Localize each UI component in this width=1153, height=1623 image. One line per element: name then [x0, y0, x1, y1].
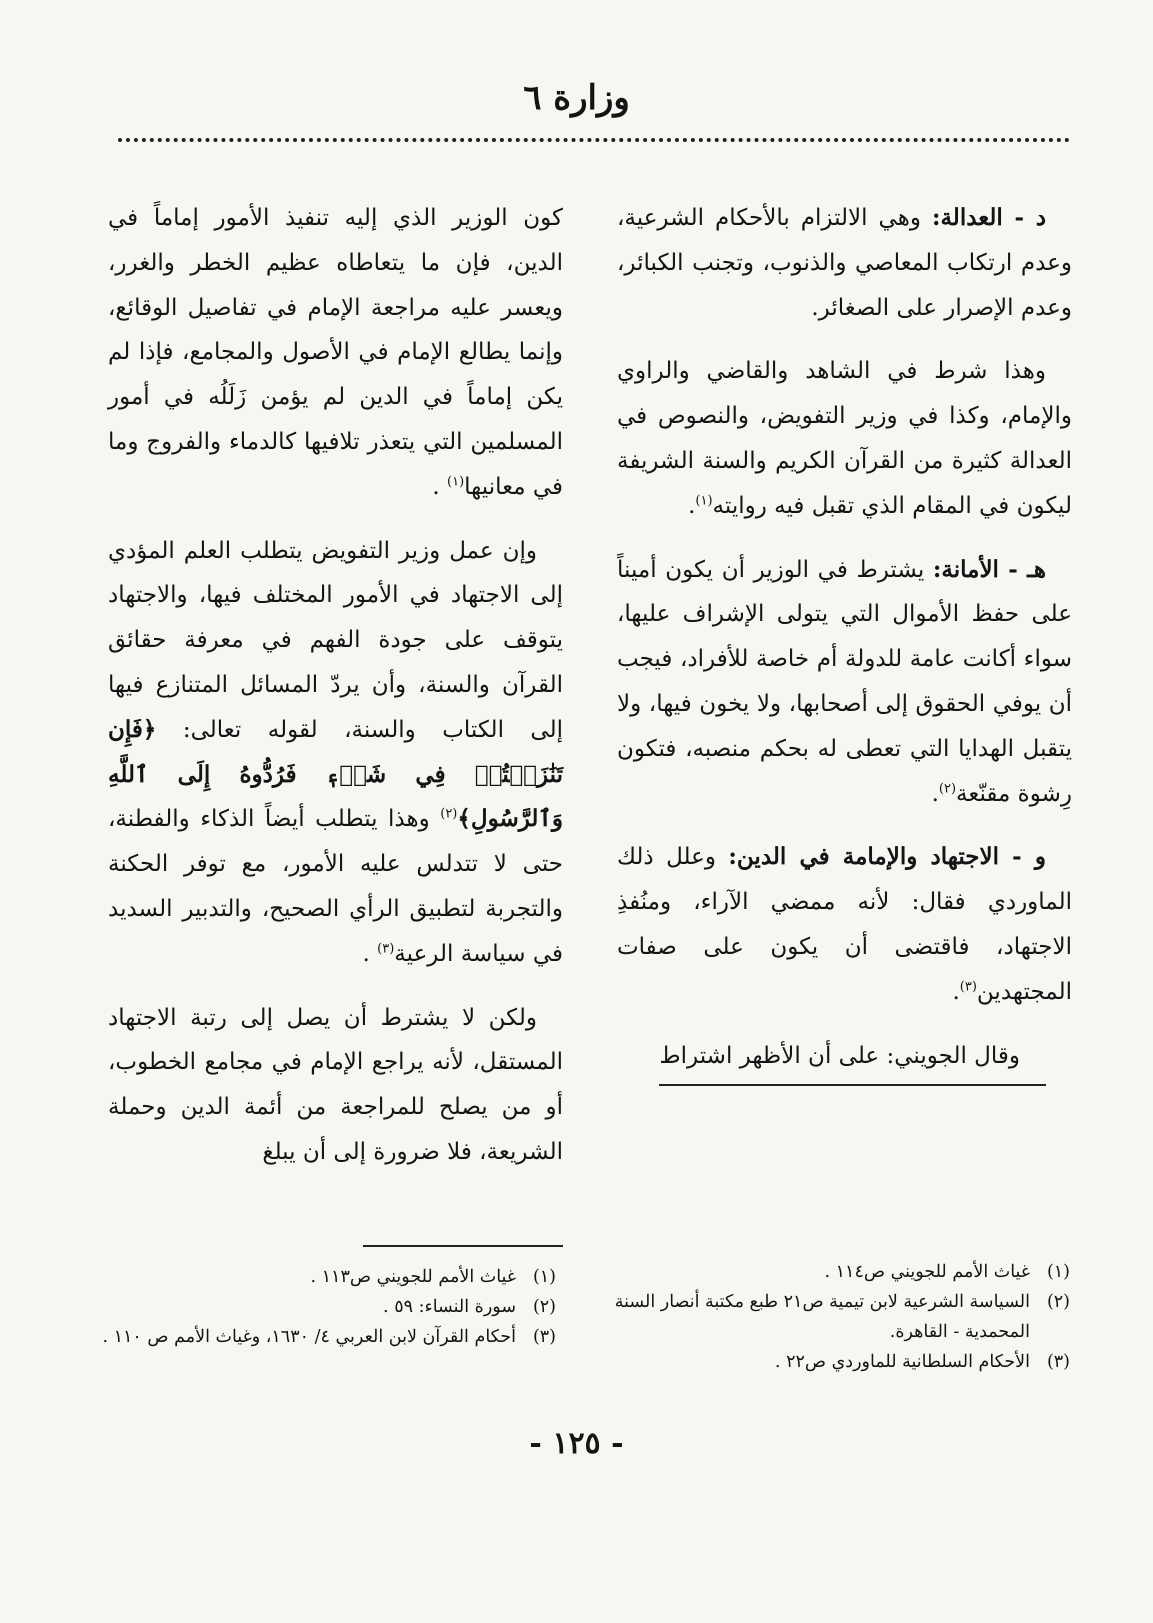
footnotes-right [610, 1257, 1070, 1377]
footnote-number: (٢) [532, 1297, 556, 1317]
paragraph-text: يشترط في الوزير أن يكون أميناً على حفظ الأموال التي يتولى الإشراف عليها، سواء أكانت عامة للدولة أم خاصة للأفراد، فيجب أن يوفي الحقوق إلى أصحابها، ولا يخون فيها، ولا يتقبل الهدايا التي تعطى له بحكم منصبه، فتكون رِشوة مقنّعة [617, 556, 1072, 807]
quran-verse: ﴿فَإِن تَنَٰزَعۡتُمۡ فِي شَيۡءٖ فَرُدُّوهُ إِلَى ٱللَّهِ وَٱلرَّسُولِ﴾ [108, 715, 563, 833]
paragraph-end: . [362, 940, 378, 967]
paragraph-continuation [108, 196, 563, 510]
footnote-item [96, 1292, 556, 1322]
paragraph-text: وإن عمل وزير التفويض يتطلب العلم المؤدي إلى الاجتهاد في الأمور المختلف فيها، والاجتهاد يتوقف على جودة الفهم في معرفة حقائق القرآن والسنة، وأن يردّ المسائل المتنازع فيها إلى الكتاب والسنة، لقوله تعالى: [108, 537, 563, 743]
paragraph-text: وهذا يتطلب أيضاً الذكاء والفطنة، حتى لا تتدلس عليه الأمور، مع توفر الحكنة والتجربة لتطبيق الرأي الصحيح، والتدبير السديد في سياسة الرعية [108, 806, 563, 967]
footnote-ref: (١) [695, 493, 713, 509]
footnote-ref: (١) [447, 474, 465, 490]
footnote-ref: (٢) [440, 806, 458, 822]
footnote-number: (٣) [1046, 1352, 1070, 1372]
footnotes-left [96, 1262, 556, 1352]
paragraph-juwayni [617, 1034, 1072, 1087]
footnote-number: (٢) [1046, 1292, 1070, 1312]
paragraph-mustaqil [108, 996, 563, 1175]
paragraph-tafwid [108, 529, 563, 977]
paragraph-end: . [688, 492, 696, 519]
footnote-item [610, 1257, 1070, 1287]
paragraph-amana [617, 548, 1072, 817]
footnote-number: (١) [532, 1267, 556, 1287]
running-header: وزارة ٦ [523, 78, 630, 118]
footnote-text: الأحكام السلطانية للماوردي ص٢٢ . [774, 1352, 1030, 1372]
left-column [108, 196, 563, 1194]
dotted-header-rule [118, 138, 1070, 142]
footnote-text: غياث الأمم للجويني ص١١٣ . [310, 1267, 516, 1287]
paragraph-end: . [432, 473, 447, 500]
footnote-text: سورة النساء: ٥٩ . [383, 1297, 516, 1317]
page-number: - ١٢٥ - [529, 1426, 624, 1461]
footnote-text: السياسة الشرعية لابن تيمية ص٢١ طبع مكتبة أنصار السنة المحمدية - القاهرة. [614, 1292, 1030, 1342]
paragraph-ijtihad [617, 835, 1072, 1014]
footnote-number: (٣) [532, 1327, 556, 1347]
footnote-number: (١) [1046, 1262, 1070, 1282]
paragraph-text: وقال الجويني: على أن الأظهر اشتراط [659, 1034, 1046, 1087]
footnote-text: أحكام القرآن لابن العربي ٤/ ١٦٣٠، وغياث الأمم ص ١١٠ . [102, 1327, 516, 1347]
footnote-item [610, 1287, 1070, 1347]
footnote-separator [363, 1245, 563, 1247]
footnote-item [96, 1322, 556, 1352]
footnote-ref: (٢) [938, 780, 957, 796]
footnote-text: غياث الأمم للجويني ص١١٤ . [824, 1262, 1030, 1282]
paragraph-text: وعلل ذلك الماوردي فقال: لأنه ممضي الآراء، ومنُفذِ الاجتهاد، فاقتضى أن يكون على صفات المجتهدين [617, 844, 1072, 1005]
footnote-ref: (٣) [377, 941, 395, 957]
paragraph-text: وهذا شرط في الشاهد والقاضي والراوي والإمام، وكذا في وزير التفويض، والنصوص في العدالة كثيرة من القرآن الكريم والسنة الشريفة ليكون في المقام الذي تقبل فيه روايته [617, 358, 1072, 519]
paragraph-end: . [931, 780, 939, 807]
footnote-ref: (٣) [959, 979, 977, 995]
paragraph-adala [617, 196, 1072, 330]
paragraph-adala-condition [617, 349, 1072, 528]
term-ijtihad: و - الاجتهاد والإمامة في الدين: [728, 843, 1046, 871]
paragraph-text: وهي الالتزام بالأحكام الشرعية، وعدم ارتكاب المعاصي والذنوب، وتجنب الكبائر، وعدم الإصرار على الصغائر. [617, 205, 1072, 321]
footnote-item [96, 1262, 556, 1292]
term-adala: د - العدالة: [931, 204, 1046, 231]
paragraph-text: ولكن لا يشترط أن يصل إلى رتبة الاجتهاد المستقل، لأنه يراجع الإمام في مجامع الخطوب، أو من يصلح للمراجعة من أئمة الدين وحملة الشريعة، فلا ضرورة إلى أن يبلغ [108, 1004, 563, 1165]
term-amana: هـ - الأمانة: [932, 555, 1046, 583]
paragraph-text: كون الوزير الذي إليه تنفيذ الأمور إماماً في الدين، فإن ما يتعاطاه عظيم الخطر والغرر، ويعسر عليه مراجعة الإمام في تفاصيل الوقائع، وإنما يطالع الإمام في الأصول والمجامع، فإذا لم يكن إماماً في الدين لم يؤمن زَلَلُه في أمور المسلمين التي يتعذر تلافيها كالدماء والفروج وما في معانيها [108, 205, 563, 500]
footnote-item [610, 1347, 1070, 1377]
right-column [617, 196, 1072, 1105]
paragraph-end: . [952, 978, 960, 1005]
